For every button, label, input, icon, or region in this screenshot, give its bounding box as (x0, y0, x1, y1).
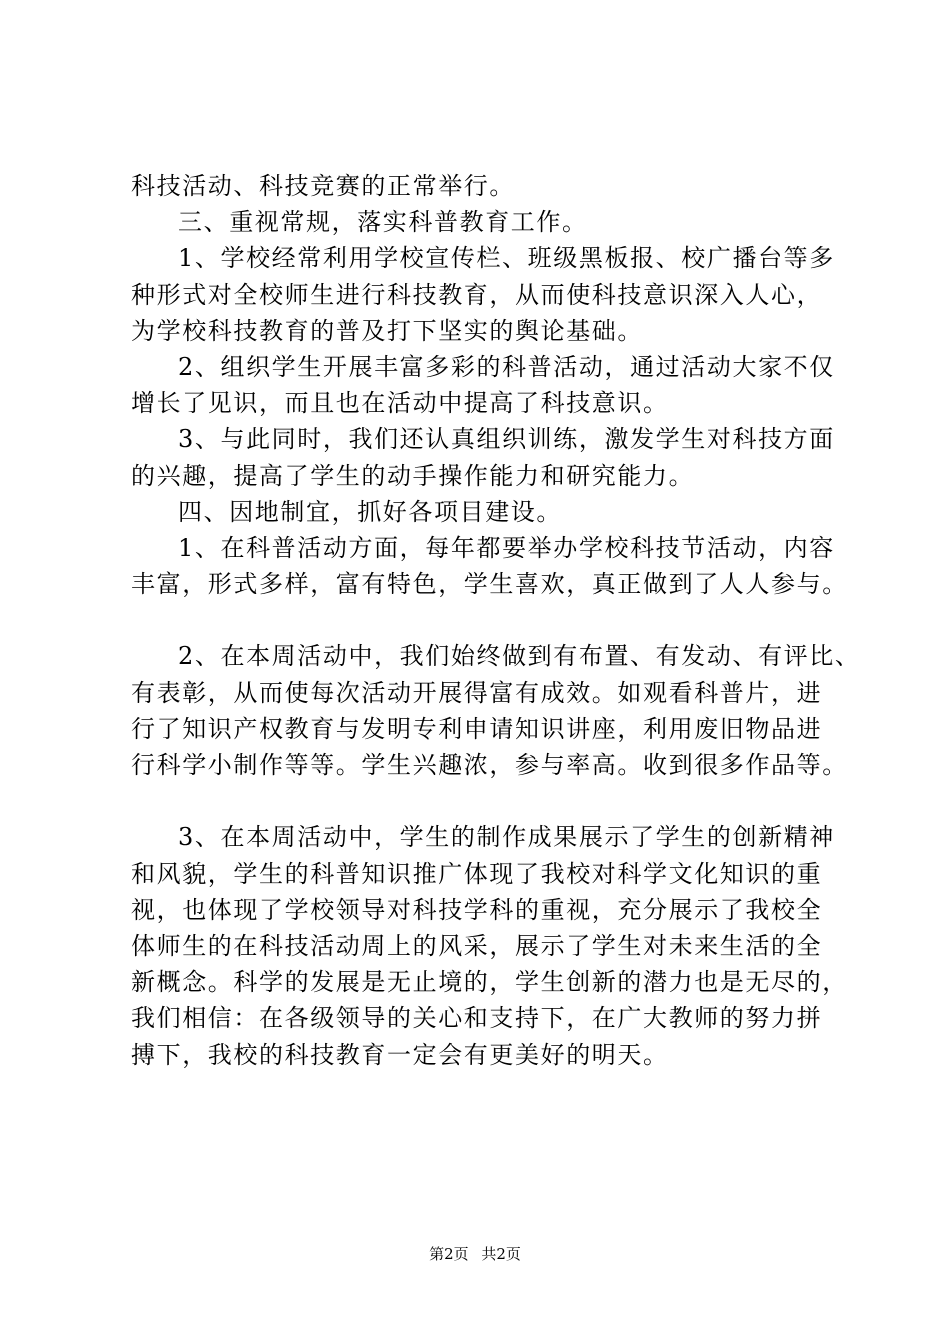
text-line: 增长了见识，而且也在活动中提高了科技意识。 (131, 389, 669, 418)
text-line: 行科学小制作等等。学生兴趣浓，参与率高。收到很多作品等。 (131, 751, 848, 779)
text-line: 体师生的在科技活动周上的风采，展示了学生对未来生活的全 (131, 931, 823, 960)
text-line: 3、与此同时，我们还认真组织训练，激发学生对科技方面 (178, 425, 835, 454)
text-line: 新概念。科学的发展是无止境的，学生创新的潜力也是无尽的， (131, 968, 848, 997)
text-line: 四、因地制宜，抓好各项目建设。 (178, 497, 562, 526)
text-line: 2、在本周活动中，我们始终做到有布置、有发动、有评比、 (178, 642, 861, 671)
text-line: 和风貌，学生的科普知识推广体现了我校对科学文化知识的重 (131, 859, 823, 888)
text-line: 的兴趣，提高了学生的动手操作能力和研究能力。 (131, 461, 695, 490)
blank-line (131, 602, 831, 638)
text-line: 2、组织学生开展丰富多彩的科普活动，通过活动大家不仅 (178, 352, 835, 381)
text-line: 丰富，形式多样，富有特色，学生喜欢，真正做到了人人参与。 (131, 570, 848, 599)
text-line: 有表彰，从而使每次活动开展得富有成效。如观看科普片，进 (131, 678, 823, 707)
page-footer (0, 1244, 950, 1264)
text-line: 科技活动、科技竞赛的正常举行。 (131, 172, 515, 200)
page-number: 第2页 (429, 1245, 469, 1263)
document-body (131, 168, 861, 1073)
text-line: 行了知识产权教育与发明专利申请知识讲座，利用废旧物品进 (131, 714, 823, 743)
text-line: 三、重视常规，落实科普教育工作。 (178, 208, 588, 237)
text-line: 1、学校经常利用学校宣传栏、班级黑板报、校广播台等多 (178, 244, 835, 273)
text-line: 我们相信：在各级领导的关心和支持下，在广大教师的努力拼 (131, 1004, 823, 1033)
text-line: 1、在科普活动方面，每年都要举办学校科技节活动，内容 (178, 533, 835, 562)
text-line: 视，也体现了学校领导对科技学科的重视，充分展示了我校全 (131, 895, 823, 924)
text-line: 为学校科技教育的普及打下坚实的舆论基础。 (131, 316, 643, 345)
text-line: 种形式对全校师生进行科技教育，从而使科技意识深入人心， (131, 280, 823, 309)
page-total: 共2页 (481, 1245, 521, 1263)
blank-line (131, 783, 831, 819)
text-line: 3、在本周活动中，学生的制作成果展示了学生的创新精神 (178, 823, 835, 852)
text-line: 搏下，我校的科技教育一定会有更美好的明天。 (131, 1040, 669, 1069)
